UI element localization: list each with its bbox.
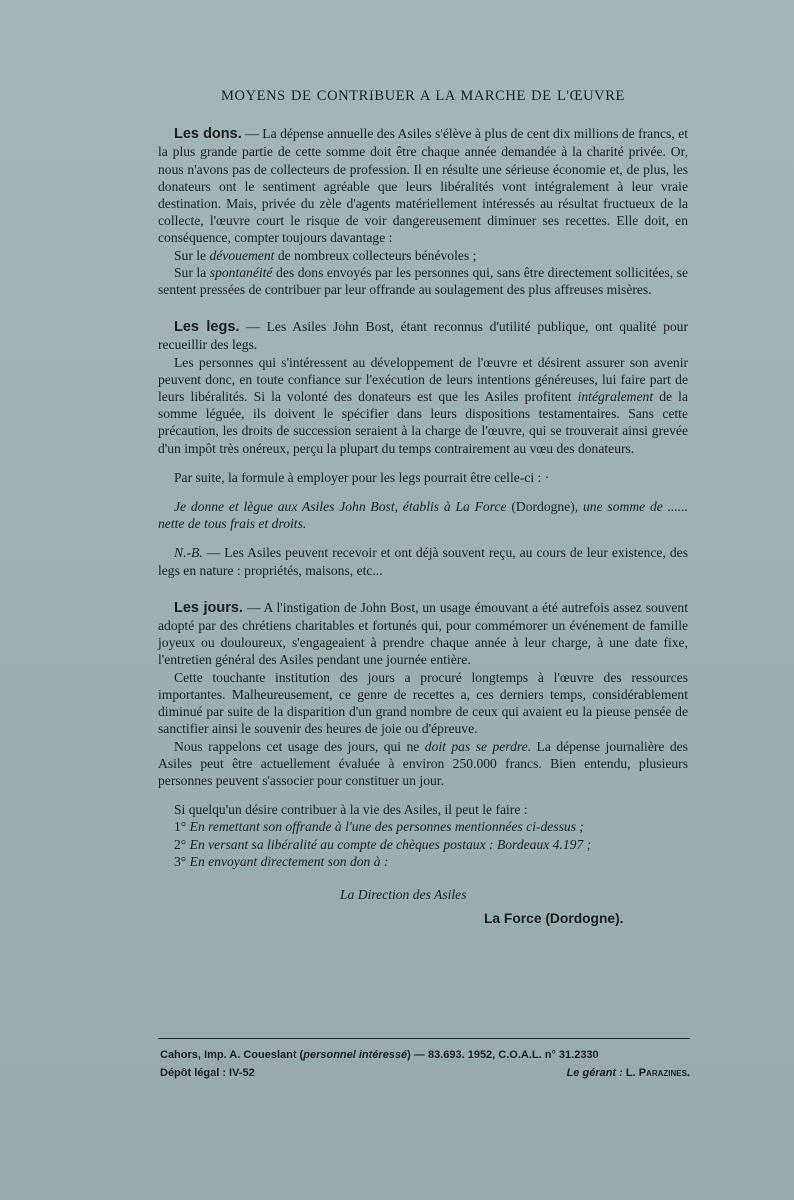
legs-formula-intro: Par suite, la formule à employer pour les legs pourrait être celle-ci : · bbox=[174, 469, 550, 485]
legs-heading: Les legs. bbox=[174, 319, 240, 336]
legs-nb: N.-B. — Les Asiles peuvent recevoir et ont déjà souvent reçu, au cours de leur existence, des legs en nature : propriétés, maisons, etc... bbox=[158, 545, 688, 578]
jours-rappel: Nous rappelons cet usage des jours, qui ne doit pas se perdre. La dépense journalière des Asiles peut être actuellement évaluée à environ 250.000 francs. Bien entendu, plusieurs personnes peuvent s'associer pour constituer un jour. bbox=[158, 738, 688, 788]
depot-line bbox=[160, 1064, 690, 1082]
signature bbox=[158, 886, 688, 927]
signature-direction: La Direction des Asiles bbox=[340, 886, 467, 902]
signature-place: La Force (Dordogne). bbox=[484, 911, 624, 927]
imprint-footer bbox=[160, 1046, 690, 1082]
page-title: MOYENS DE CONTRIBUER A LA MARCHE DE L'ŒUVRE bbox=[221, 88, 625, 104]
jours-heading: Les jours. bbox=[174, 599, 243, 616]
list-item: 3° En envoyant directement son don à : bbox=[174, 853, 389, 869]
dons-devouement: Sur le dévouement de nombreux collecteurs bénévoles ; bbox=[174, 247, 477, 263]
depot-legal: Dépôt légal : IV-52 bbox=[160, 1067, 255, 1079]
text-column bbox=[158, 88, 688, 927]
footer-divider bbox=[158, 1038, 690, 1039]
list-item: 1° En remettant son offrande à l'une des personnes mentionnées ci-dessus ; bbox=[174, 819, 584, 835]
contribuer-intro: Si quelqu'un désire contribuer à la vie des Asiles, il peut le faire : bbox=[174, 802, 528, 818]
dons-paragraph: Les dons. — La dépense annuelle des Asiles s'élève à plus de cent dix millions de francs, et la plus grande partie de cette somme doit être chaque année demandée à la charité privée. Or, nous n'avons pas de collecteurs de profession. Il en résulte une sérieuse économie et, de plus, les donateurs ont le sentiment agréable que leurs libéralités vont intégralement à leur vraie destination. Mais, privée du zèle d'agents matériellement intéressés au résultat fructueux de la collecte, l'œuvre court le risque de voir dangereusement diminuer ses recettes. Elle doit, en conséquence, compter toujours davantage : bbox=[158, 126, 688, 246]
dons-heading: Les dons. bbox=[174, 126, 242, 143]
gerant: Le gérant : L. Parazines. bbox=[566, 1067, 690, 1079]
jours-body: Cette touchante institution des jours a procuré longtemps à l'œuvre des ressources importantes. Malheureusement, ce genre de recettes a, ces derniers temps, considérablement diminué par suite de la disparition d'un grand nombre de ceux qui avaient eu la pieuse pensée de sanctifier ainsi le souvenir des heures de joie ou d'épreuve. bbox=[158, 669, 688, 737]
dons-spontaneite: Sur la spontanéité des dons envoyés par les personnes qui, sans être directement sollicitées, se sentent pressées de contribuer par leur offrande au soulagement des plus affreuses misères. bbox=[158, 264, 688, 298]
contribuer-list bbox=[158, 818, 688, 870]
list-item: 2° En versant sa libéralité au compte de chèques postaux : Bordeaux 4.197 ; bbox=[174, 836, 592, 852]
printer-line: Cahors, Imp. A. Coueslant (personnel intéressé) — 83.693. 1952, C.O.A.L. n° 31.2330 bbox=[160, 1049, 599, 1061]
legs-paragraph: Les legs. — Les Asiles John Bost, étant reconnus d'utilité publique, ont qualité pour recueillir des legs. bbox=[158, 319, 688, 353]
legs-formula: Je donne et lègue aux Asiles John Bost, établis à La Force (Dordogne), une somme de ...... nette de tous frais et droits. bbox=[158, 499, 688, 532]
jours-paragraph: Les jours. — A l'instigation de John Bost, un usage émouvant a été autrefois assez souvent adopté par des chrétiens charitables et fortunés qui, pour commémorer un événement de famille joyeux ou douloureux, s'engageaient à prendre chaque année à leur charge, à une date fixe, l'entretien général des Asiles pendant une journée entière. bbox=[158, 599, 688, 668]
legs-body: Les personnes qui s'intéressent au développement de l'œuvre et désirent assurer son avenir peuvent donc, en toute confiance sur l'exécution de leurs intentions généreuses, lui faire part de leurs libéralités. Si la volonté des donateurs est que les Asiles profitent intégralement de la somme léguée, ils doivent le spécifier dans leurs dispositions testamentaires. Sans cette précaution, les droits de succession seraient à la charge de l'œuvre, qui se trouverait ainsi grevée d'un impôt très onéreux, perçu la plupart du temps contrairement au vœu des donateurs. bbox=[158, 354, 688, 456]
